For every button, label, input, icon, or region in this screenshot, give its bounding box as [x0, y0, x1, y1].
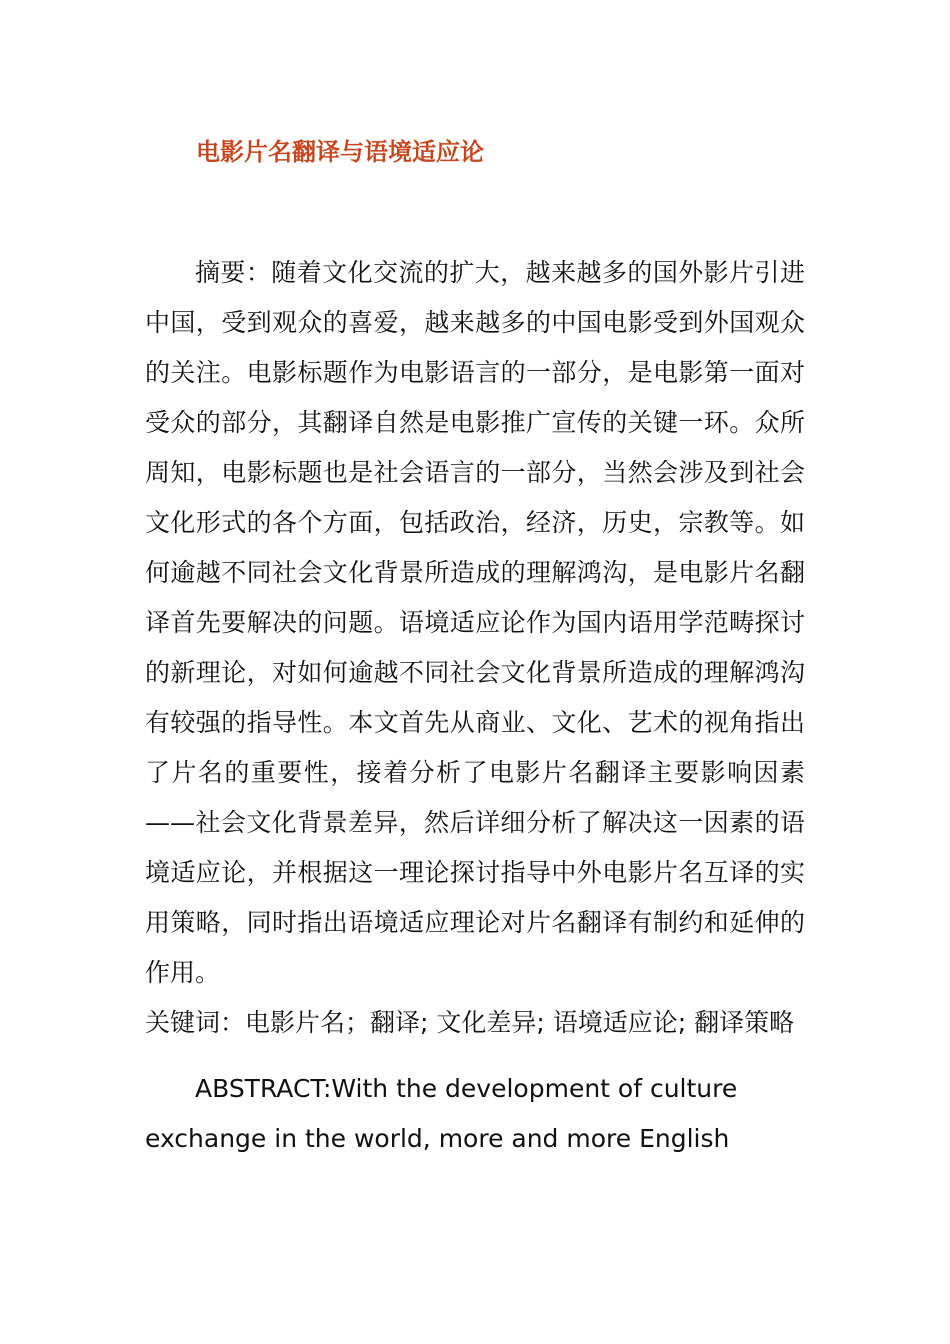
document-title: 电影片名翻译与语境适应论 — [196, 137, 484, 166]
chinese-abstract: 摘要：随着文化交流的扩大，越来越多的国外影片引进中国，受到观众的喜爱，越来越多的中国电影受到外国观众的关注。电影标题作为电影语言的一部分，是电影第一面对受众的部分，其翻译自然是电影推广宣传的关键一环。众所周知，电影标题也是社会语言的一部分，当然会涉及到社会文化形式的各个方面，包括政治，经济，历史，宗教等。如何逾越不同社会文化背景所造成的理解鸿沟，是电影片名翻译首先要解决的问题。语境适应论作为国内语用学范畴探讨的新理论，对如何逾越不同社会文化背景所造成的理解鸿沟有较强的指导性。本文首先从商业、文化、艺术的视角指出了片名的重要性，接着分析了电影片名翻译主要影响因素——社会文化背景差异，然后详细分析了解决这一因素的语境适应论，并根据这一理论探讨指导中外电影片名互译的实用策略，同时指出语境适应理论对片名翻译有制约和延伸的作用。 — [145, 258, 805, 987]
keywords-line: 关键词：电影片名；翻译; 文化差异; 语境适应论; 翻译策略 — [145, 1008, 795, 1037]
document-body — [145, 248, 805, 1164]
english-abstract: ABSTRACT:With the development of culture exchange in the world, more and more English — [145, 1074, 738, 1153]
